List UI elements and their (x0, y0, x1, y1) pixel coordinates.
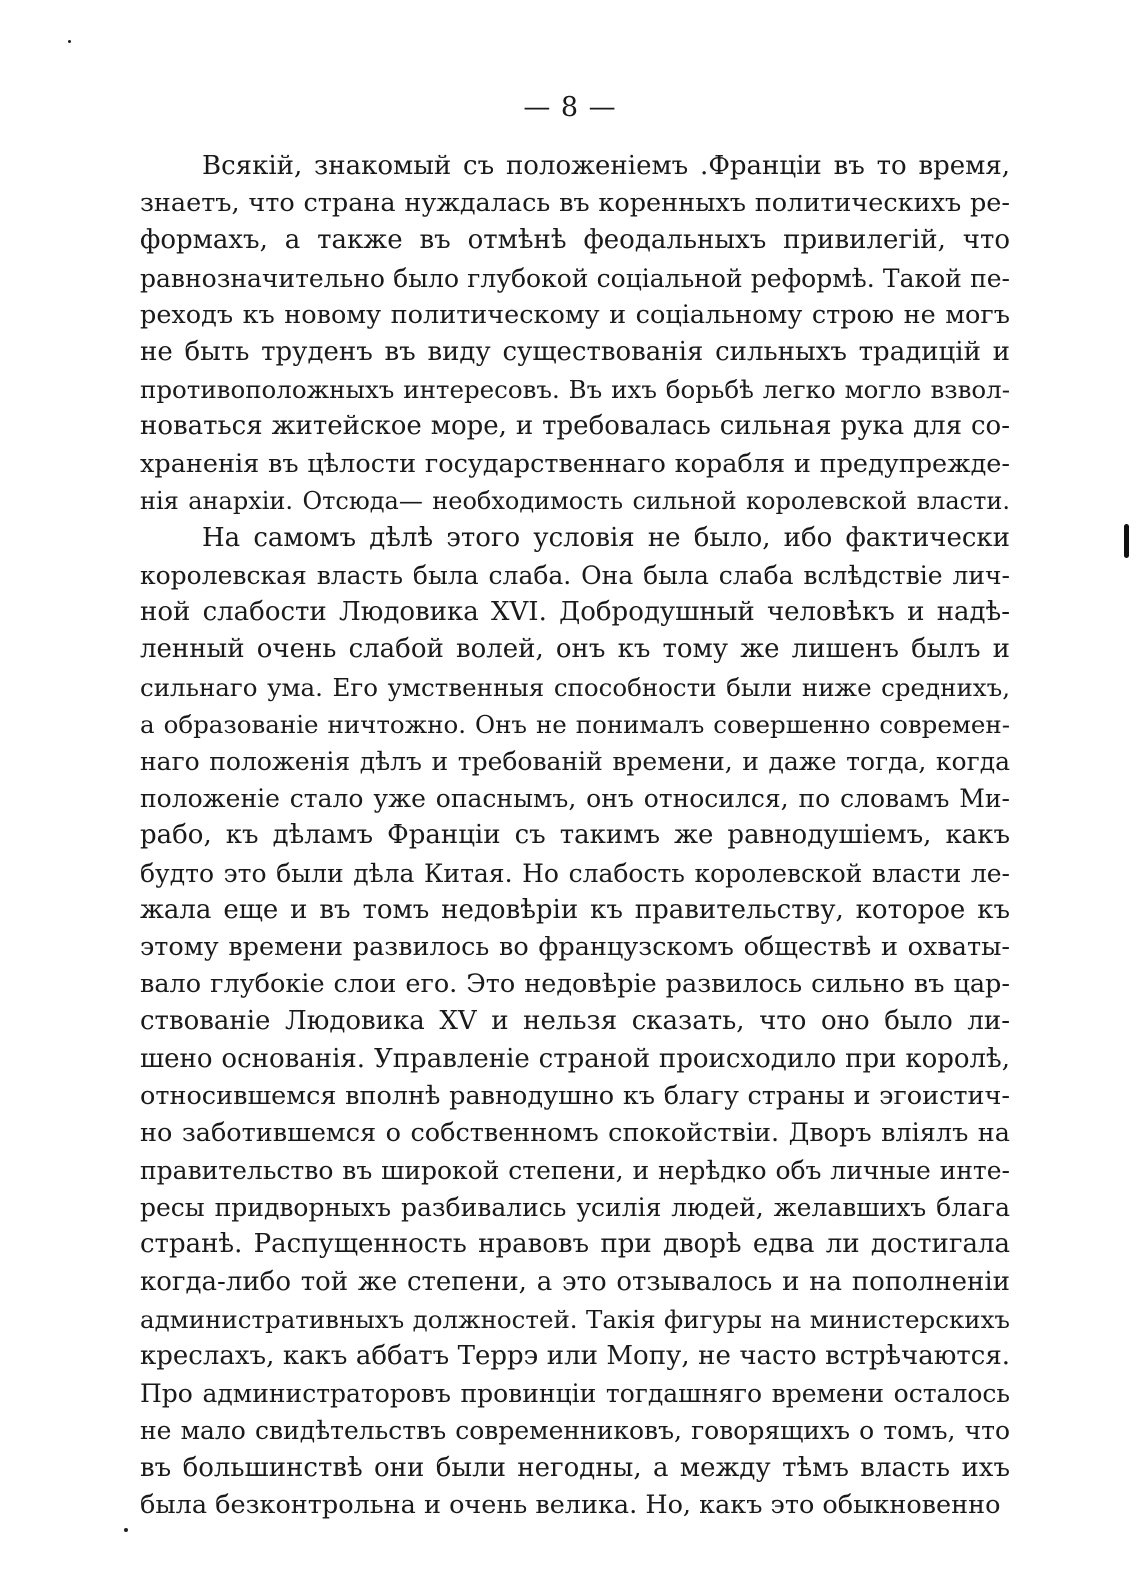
scan-speck (68, 40, 71, 43)
paragraph-2 (140, 520, 1010, 1524)
text-line: Всякій, знакомый съ положеніемъ .Франціи въ то время, (202, 151, 1010, 181)
text-line: жала еще и въ томъ недовѣріи къ правительству, которое къ (140, 894, 1010, 925)
text-line: нія анархіи. Отсюда— необходимость сильной королевской власти. (140, 486, 1010, 515)
text-line: рабо, къ дѣламъ Франціи съ такимъ же равнодушіемъ, какъ (140, 820, 1010, 851)
body-text (140, 148, 1010, 1524)
scan-edge-mark (1124, 524, 1129, 558)
text-line: будто это были дѣла Китая. Но слабость королевской власти ле- (140, 858, 1010, 888)
text-line: шено основанія. Управленіе страной происходило при королѣ, (140, 1043, 1010, 1074)
text-line: вало глубокіе слои его. Это недовѣріе развилось сильно въ цар- (140, 969, 1010, 1000)
text-line: формахъ, а также въ отмѣнѣ феодальныхъ привилегій, что (140, 225, 1010, 256)
text-line: этому времени развилось во французскомъ обществѣ и охваты- (140, 931, 1010, 962)
text-line: креслахъ, какъ аббатъ Террэ или Мопу, не часто встрѣчаются. (140, 1341, 1010, 1371)
text-line: когда-либо той же степени, а это отзывалось и на пополненіи (140, 1266, 1010, 1297)
text-line: противоположныхъ интересовъ. Въ ихъ борьбѣ легко могло взвол- (140, 375, 1010, 405)
text-line: ленный очень слабой волей, онъ къ тому же лишенъ былъ и (140, 634, 1010, 665)
text-line: наго положенія дѣлъ и требованій времени, и даже тогда, когда (140, 747, 1010, 776)
text-line: но заботившемся о собственномъ спокойствіи. Дворъ вліялъ на (140, 1117, 1010, 1148)
text-line: ресы придворныхъ разбивались усилія людей, желавшихъ блага (140, 1193, 1010, 1223)
paragraph-1 (140, 148, 1010, 520)
text-line: ной слабости Людовика XVI. Добродушный человѣкъ и надѣ- (140, 597, 1010, 628)
text-line: была безконтрольна и очень велика. Но, какъ это обыкновенно (140, 1489, 1001, 1520)
text-line: а образованіе ничтожно. Онъ не понималъ совершенно современ- (140, 709, 1010, 739)
text-line: правительство въ широкой степени, и нерѣдко объ личные инте- (140, 1156, 1010, 1186)
text-line: не быть труденъ въ виду существованія сильныхъ традицій и (140, 336, 1010, 367)
text-line: ствованіе Людовика XV и нельзя сказать, что оно было ли- (140, 1006, 1010, 1037)
scan-speck (124, 1528, 128, 1532)
text-line: сильнаго ума. Его умственныя способности были ниже среднихъ, (140, 672, 1010, 702)
text-line: административныхъ должностей. Такія фигуры на министерскихъ (140, 1304, 1010, 1334)
page-number: — 8 — (523, 92, 617, 123)
text-line: храненія въ цѣлости государственнаго корабля и предупрежде- (140, 448, 1010, 479)
text-line: странѣ. Распущенность нравовъ при дворѣ едва ли достигала (140, 1229, 1010, 1260)
text-line: равнозначительно было глубокой соціальной реформѣ. Такой пе- (140, 263, 1010, 293)
text-line: На самомъ дѣлѣ этого условія не было, ибо фактически (202, 522, 1010, 553)
text-line: не мало свидѣтельствъ современниковъ, говорящихъ о томъ, что (140, 1416, 1010, 1446)
text-line: новаться житейское море, и требовалась сильная рука для со- (140, 411, 1010, 442)
text-line: реходъ къ новому политическому и соціальному строю не могъ (140, 299, 1010, 330)
text-line: положеніе стало уже опаснымъ, онъ относился, по словамъ Ми- (140, 784, 1010, 814)
text-line: Про администраторовъ провинціи тогдашняго времени осталось (140, 1379, 1010, 1409)
text-line: въ большинствѣ они были негодны, а между тѣмъ власть ихъ (140, 1452, 1010, 1483)
text-line: относившемся вполнѣ равнодушно къ благу страны и эгоистич- (140, 1080, 1010, 1111)
text-line: королевская власть была слаба. Она была слаба вслѣдствіе лич- (140, 561, 1010, 591)
text-line: знаетъ, что страна нуждалась въ коренныхъ политическихъ ре- (140, 188, 1010, 219)
